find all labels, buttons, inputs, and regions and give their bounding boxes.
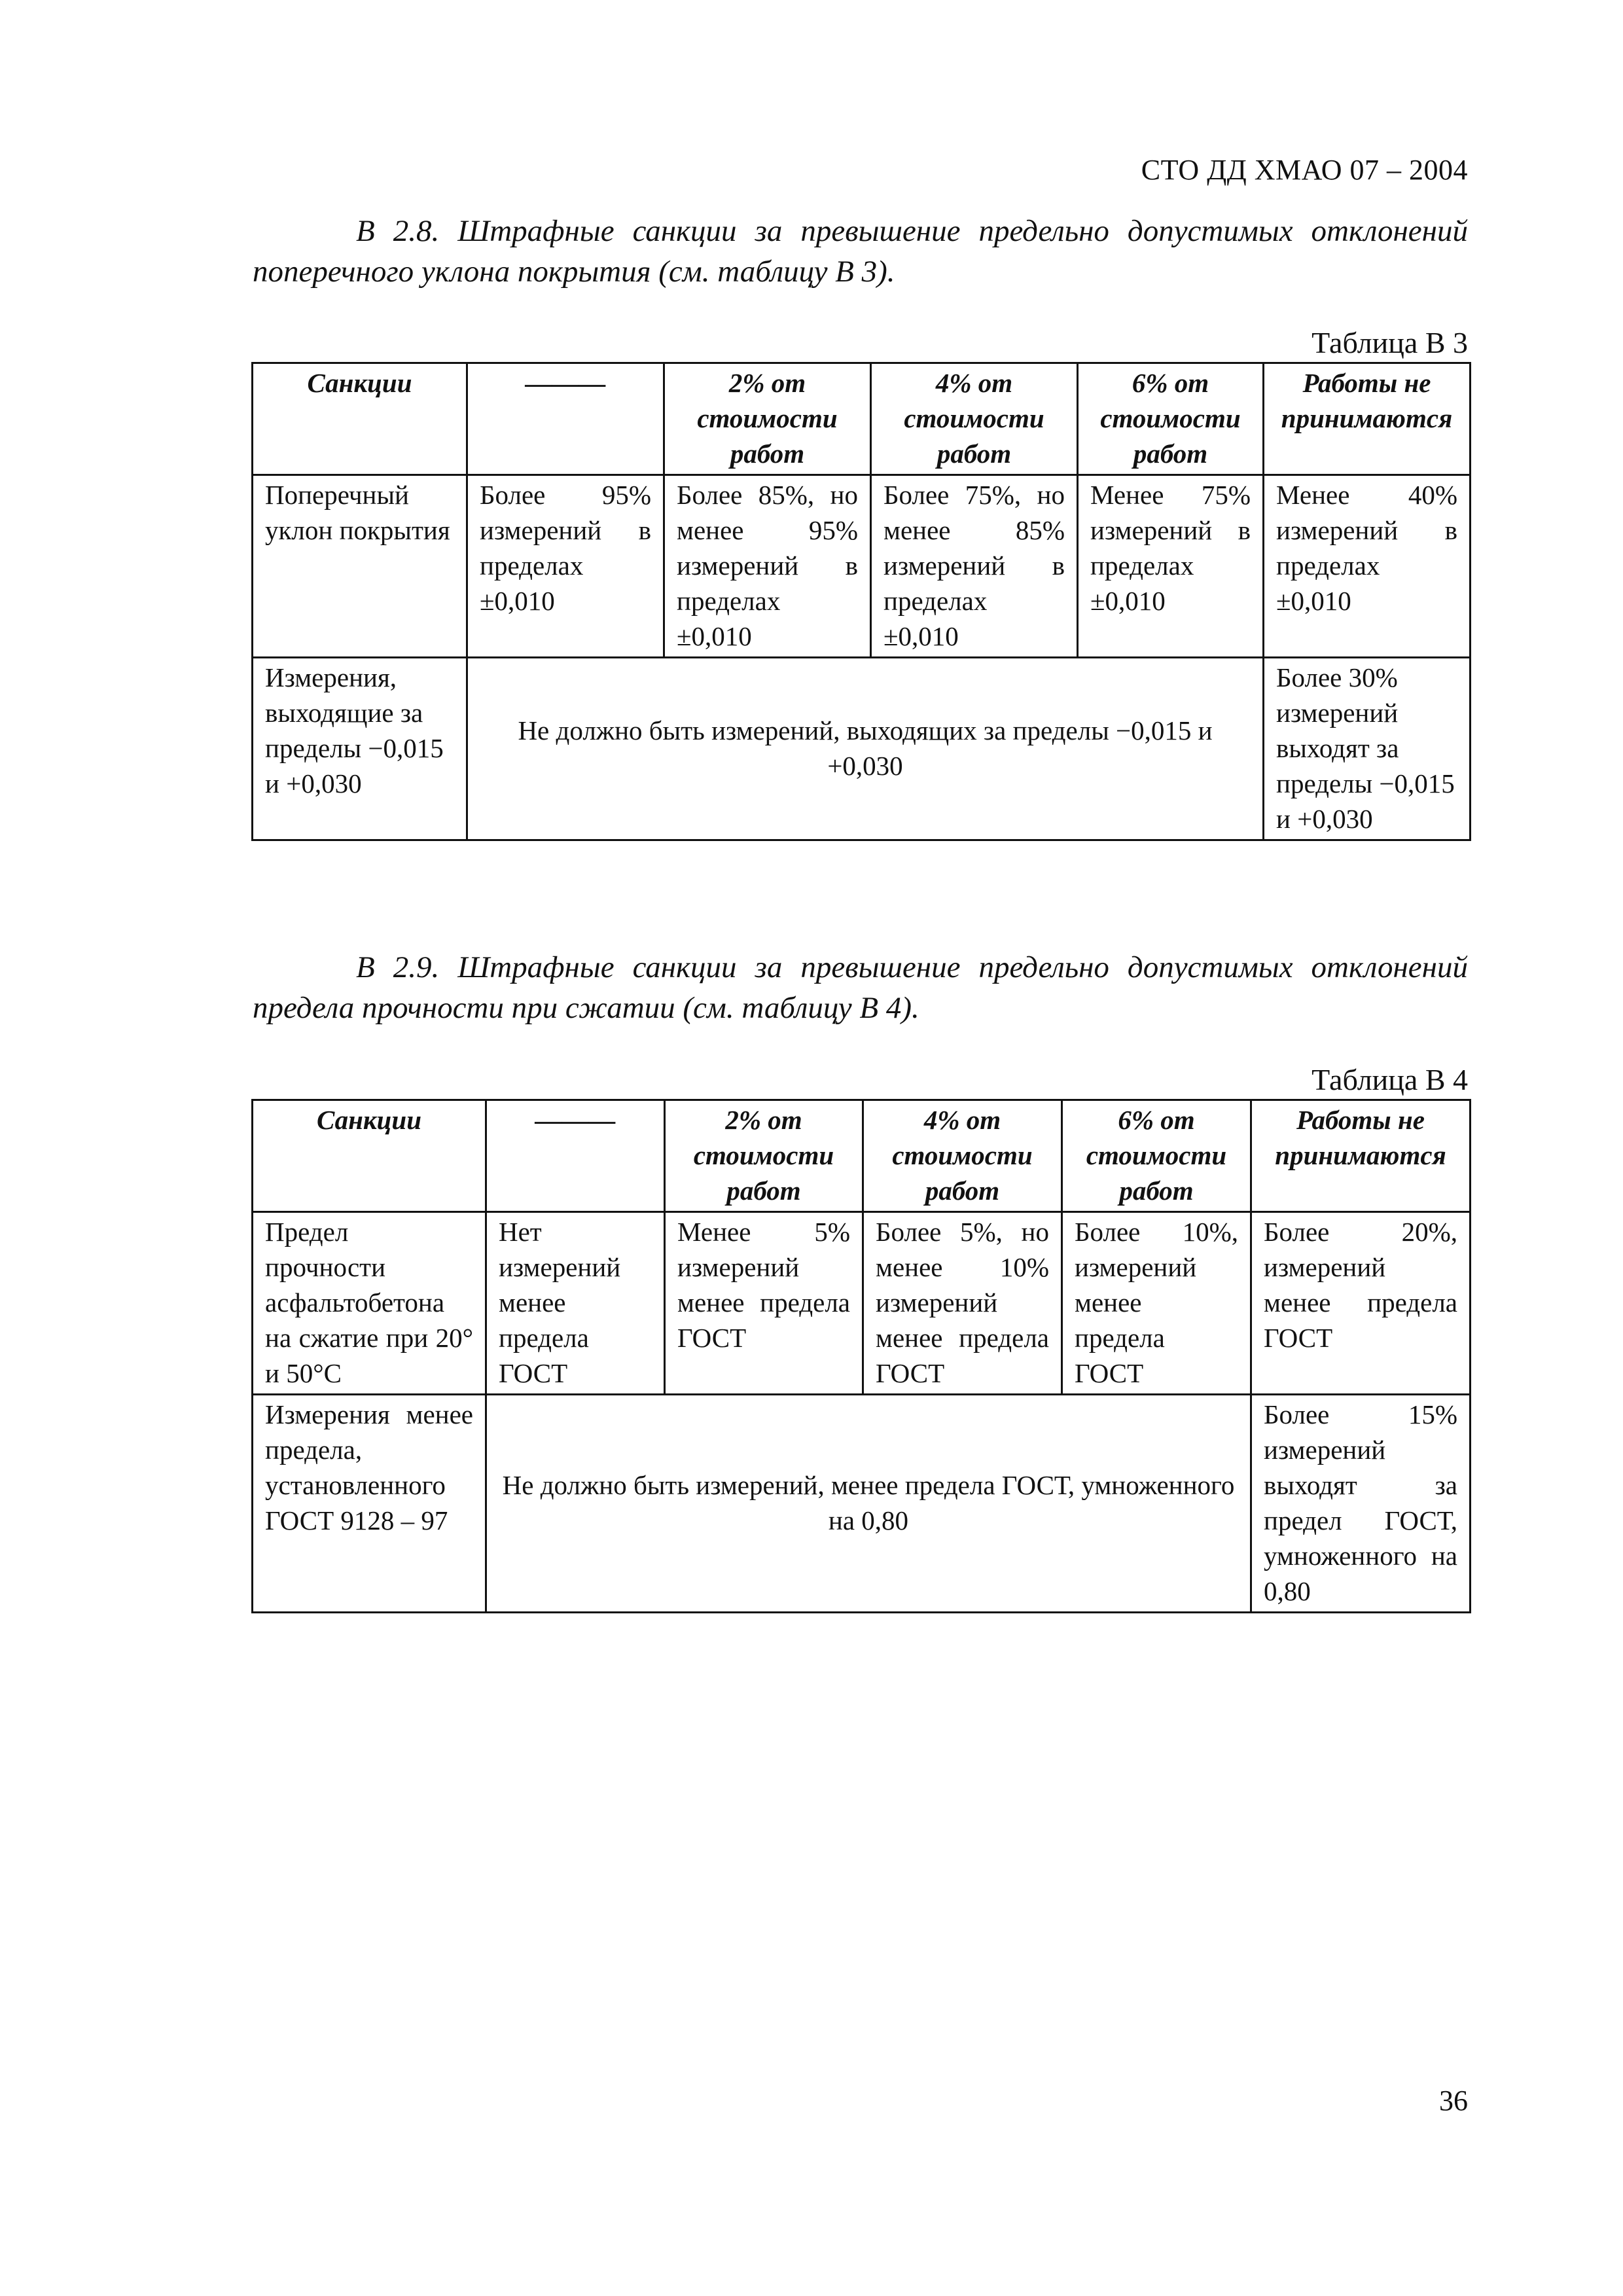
table-cell: Менее 40% измерений в пределах ±0,010 xyxy=(1264,475,1471,658)
row-label-cell: Предел прочности асфальтобетона на сжатие при 20° и 50°С xyxy=(253,1212,486,1395)
header-cell-2-percent: 2% от стоимости работ xyxy=(665,1100,863,1212)
merged-requirement-cell: Не должно быть измерений, выходящих за пределы −0,015 и +0,030 xyxy=(467,658,1264,840)
table-cell: Более 20%, измерений менее предела ГОСТ xyxy=(1251,1212,1471,1395)
document-header: СТО ДД ХМАО 07 – 2004 xyxy=(1141,154,1468,186)
sanctions-table-b4 xyxy=(251,1099,1471,1613)
row-label-cell: Измерения менее предела, установленного ГОСТ 9128 – 97 xyxy=(253,1395,486,1613)
table-cell: Более 5%, но менее 10% измерений менее предела ГОСТ xyxy=(863,1212,1062,1395)
table-cell: Более 75%, но менее 85% измерений в пределах ±0,010 xyxy=(871,475,1078,658)
header-cell-sanctions: Санкции xyxy=(253,363,467,475)
table-row xyxy=(253,1395,1471,1613)
table-cell: Более 85%, но менее 95% измерений в пределах ±0,010 xyxy=(664,475,871,658)
table-row xyxy=(253,1212,1471,1395)
table-header-row xyxy=(253,363,1471,475)
table-cell: Более 15% измерений выходят за предел ГОСТ, умноженного на 0,80 xyxy=(1251,1395,1471,1613)
sanctions-table-b3 xyxy=(251,362,1471,841)
table-cell: Нет измерений менее предела ГОСТ xyxy=(486,1212,665,1395)
row-label-cell: Поперечный уклон покрытия xyxy=(253,475,467,658)
header-cell-2-percent: 2% от стоимости работ xyxy=(664,363,871,475)
table-cell: Менее 75% измерений в пределах ±0,010 xyxy=(1078,475,1264,658)
page-number: 36 xyxy=(1439,2085,1468,2117)
table-cell: Менее 5% измерений менее предела ГОСТ xyxy=(665,1212,863,1395)
table-caption-b3: Таблица В 3 xyxy=(1311,326,1468,359)
header-cell-6-percent: 6% от стоимости работ xyxy=(1062,1100,1251,1212)
header-cell-4-percent: 4% от стоимости работ xyxy=(863,1100,1062,1212)
table-header-row xyxy=(253,1100,1471,1212)
table-row xyxy=(253,475,1471,658)
header-cell-dash: ——— xyxy=(467,363,664,475)
table-cell: Более 30% измерений выходят за пределы −0,015 и +0,030 xyxy=(1264,658,1471,840)
header-cell-dash: ——— xyxy=(486,1100,665,1212)
header-cell-6-percent: 6% от стоимости работ xyxy=(1078,363,1264,475)
table-caption-b4: Таблица В 4 xyxy=(1311,1063,1468,1096)
header-cell-rejected: Работы не принимаются xyxy=(1251,1100,1471,1212)
table-row xyxy=(253,658,1471,840)
merged-requirement-cell: Не должно быть измерений, менее предела ГОСТ, умноженного на 0,80 xyxy=(486,1395,1251,1613)
table-cell: Более 10%, измерений менее предела ГОСТ xyxy=(1062,1212,1251,1395)
header-cell-sanctions: Санкции xyxy=(253,1100,486,1212)
header-cell-4-percent: 4% от стоимости работ xyxy=(871,363,1078,475)
header-cell-rejected: Работы не принимаются xyxy=(1264,363,1471,475)
row-label-cell: Измерения, выходящие за пределы −0,015 и +0,030 xyxy=(253,658,467,840)
table-cell: Более 95% измерений в пределах ±0,010 xyxy=(467,475,664,658)
section-heading-b29: В 2.9. Штрафные санкции за превышение предельно допустимых отклонений предела прочности при сжатии (см. таблицу В 4). xyxy=(253,950,1468,1025)
section-heading-b28: В 2.8. Штрафные санкции за превышение предельно допустимых отклонений поперечного уклона покрытия (см. таблицу В 3). xyxy=(253,214,1468,289)
